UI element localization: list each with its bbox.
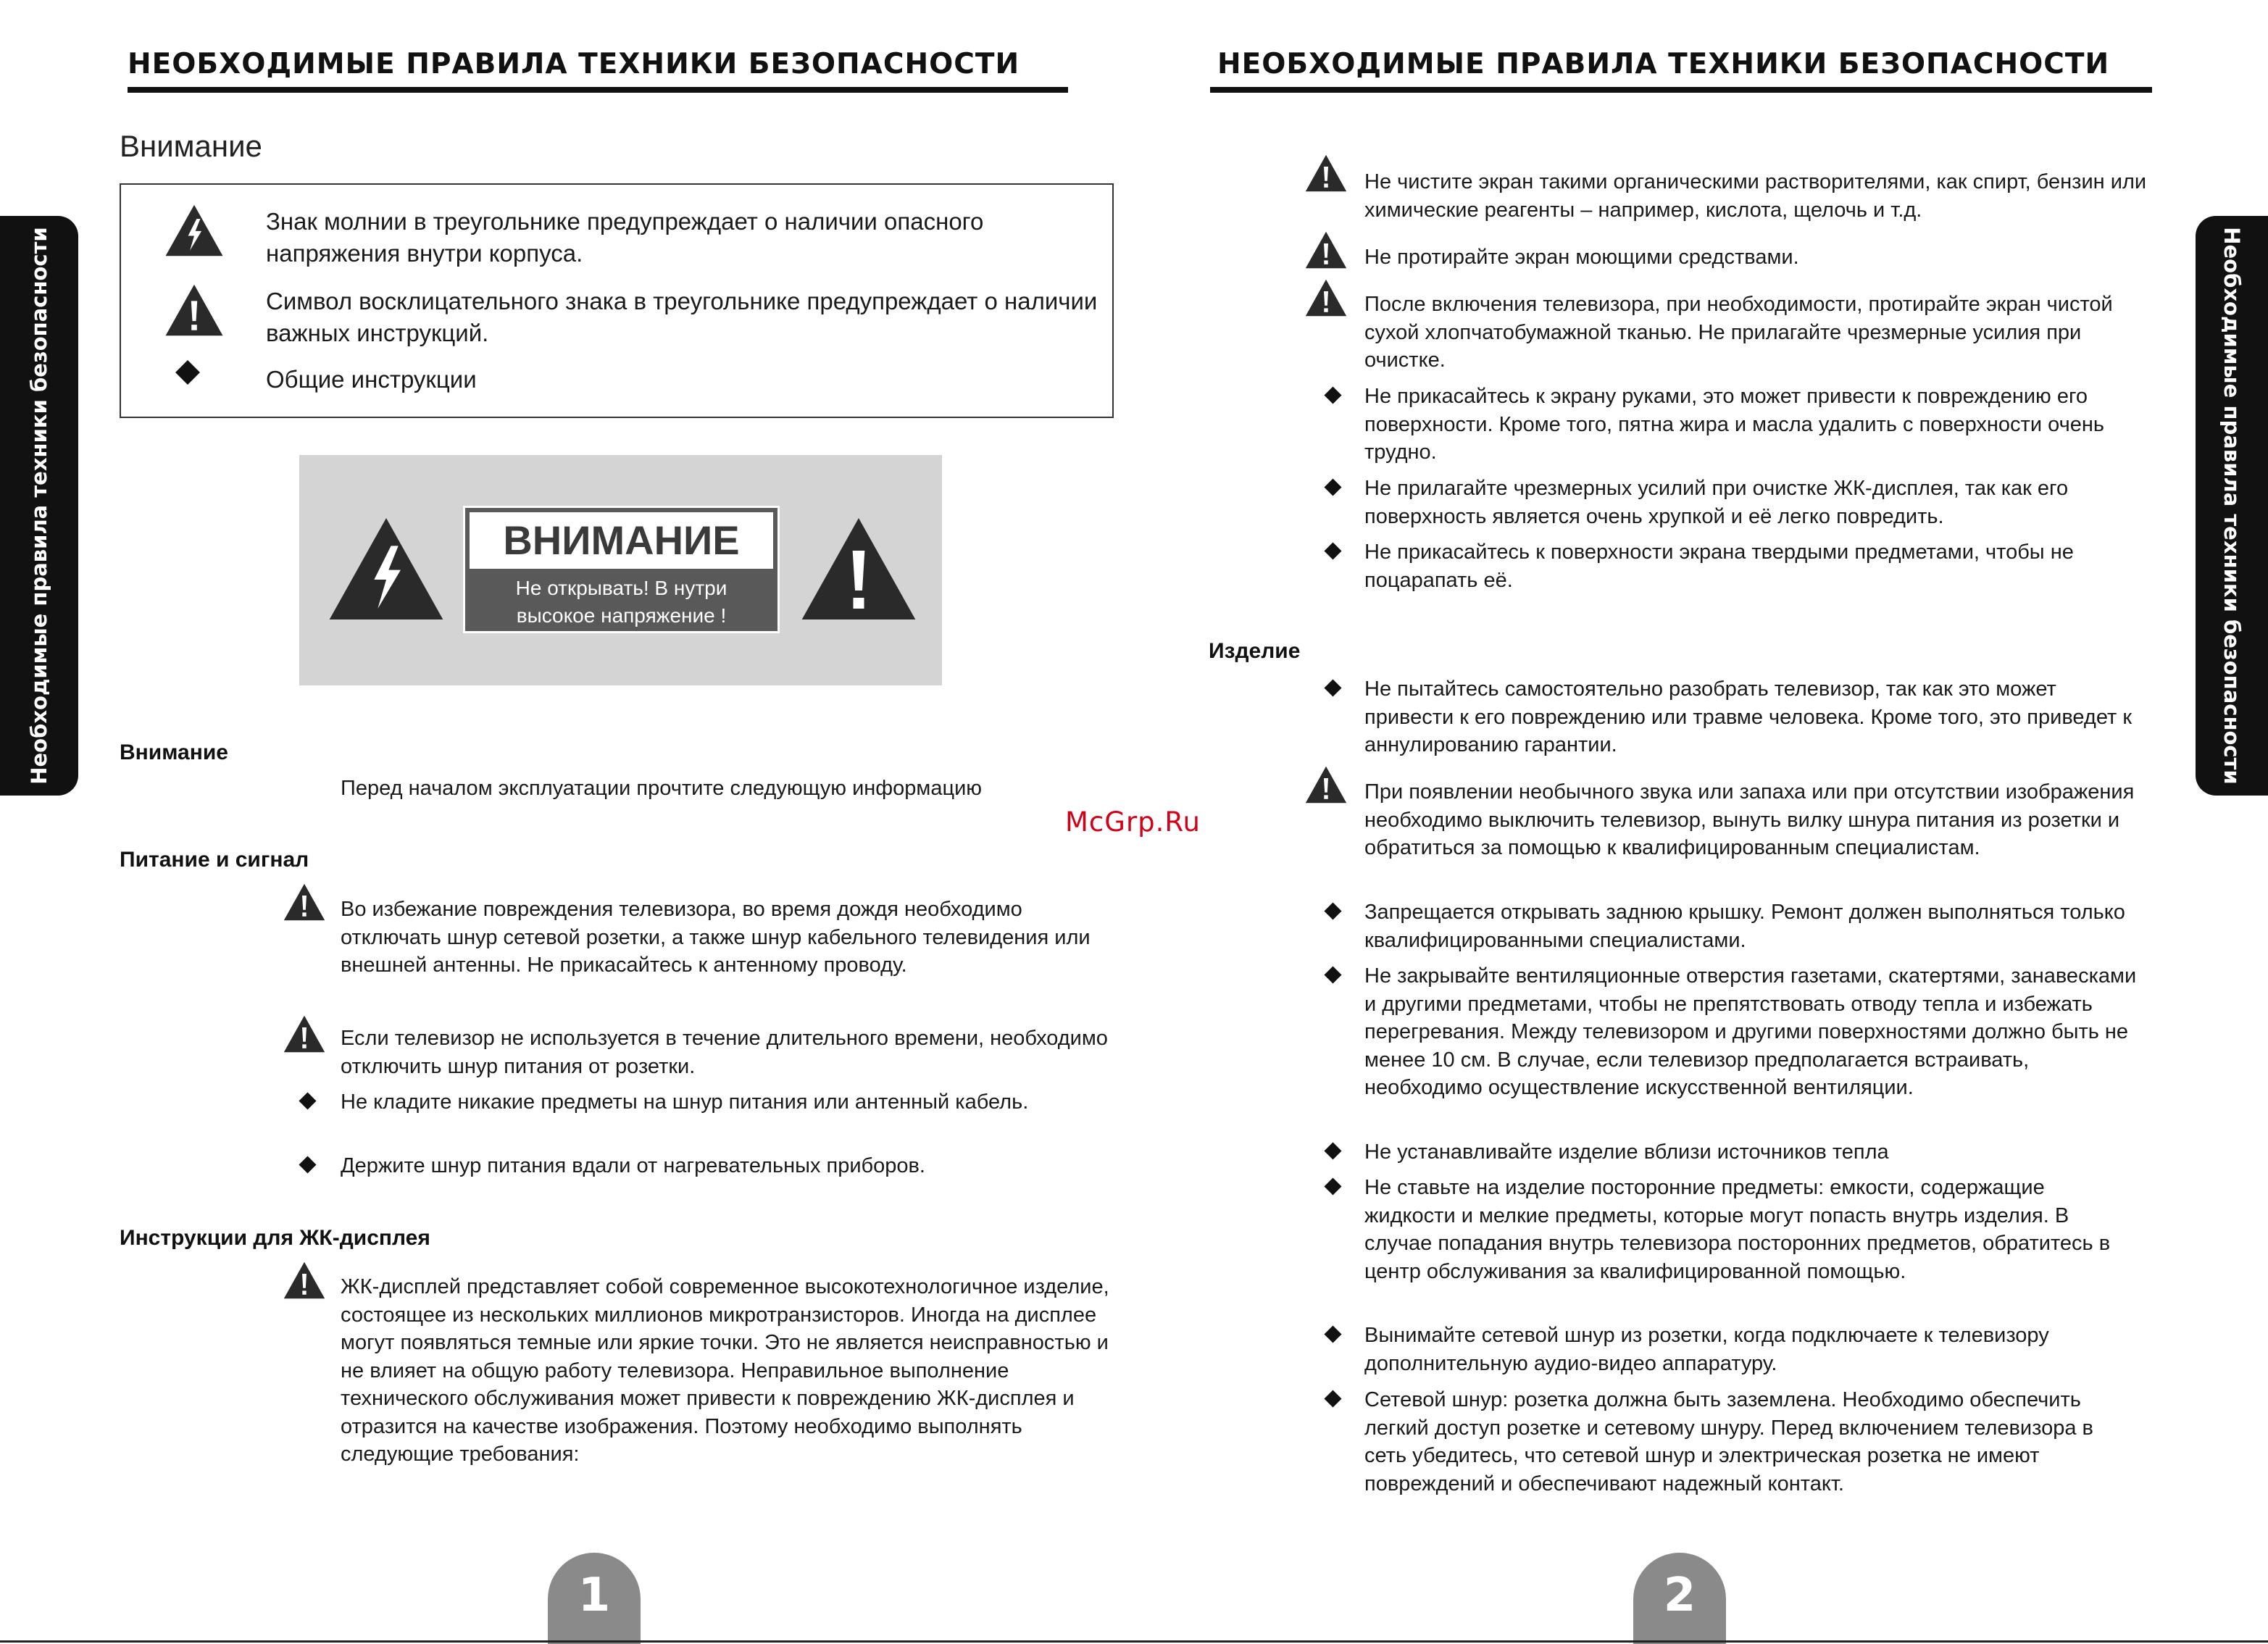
exclamation-triangle-icon <box>1304 230 1348 270</box>
screen-item-4: Не прикасайтесь к экрану руками, это может привести к повреждению его поверхности. Кроме того, пятна жира и масла удалить с поверхности очень трудно. <box>1364 385 2104 464</box>
diamond-icon <box>1324 1325 1341 1343</box>
product-item-7: Вынимайте сетевой шнур из розетки, когда подключаете к телевизору дополнительную аудио-видео аппаратуру. <box>1364 1324 2049 1375</box>
legend-item-exclamation: Символ восклицательного знака в треугольнике предупреждает о наличии важных инструкций. <box>266 288 1098 346</box>
warning-banner-label <box>463 506 780 633</box>
product-item-2: При появлении необычного звука или запаха или при отсутствии изображения необходимо выключить телевизор, вынуть вилку шнура питания из розетки и обратиться за помощью к квалифицированным специалистам. <box>1364 780 2135 859</box>
legend-item-lightning: Знак молнии в треугольнике предупреждает о наличии опасного напряжения внутри корпуса. <box>266 208 984 267</box>
diamond-icon <box>299 1092 316 1109</box>
product-item-8: Сетевой шнур: розетка должна быть заземлена. Необходимо обеспечить легкий доступ розетке и сетевому шнуру. Перед включением телевизора в сеть убедитесь, что сетевой шнур и электрическая розетка не имеют повреждений и обеспечивают надежный контакт. <box>1364 1388 2093 1495</box>
diamond-icon <box>1324 679 1341 696</box>
page-title-right: НЕОБХОДИМЫЕ ПРАВИЛА ТЕХНИКИ БЕЗОПАСНОСТИ <box>1217 48 2110 80</box>
watermark: McGrp.Ru <box>1065 806 1201 838</box>
bottom-rule <box>0 1640 2268 1643</box>
power-item-2: Если телевизор не используется в течение длительного времени, необходимо отключить шнур питания от розетки. <box>341 1027 1108 1078</box>
section-heading-power: Питание и сигнал <box>120 848 309 872</box>
warning-banner-line2: высокое напряжение ! <box>516 604 727 627</box>
product-item-5: Не устанавливайте изделие вблизи источников тепла <box>1364 1140 1889 1164</box>
diamond-icon <box>1324 966 1341 983</box>
lightning-triangle-icon <box>325 514 448 623</box>
attention-text: Перед началом эксплуатации прочтите следующую информацию <box>341 777 983 800</box>
diamond-icon <box>1324 478 1341 496</box>
product-item-4: Не закрывайте вентиляционные отверстия газетами, скатертями, занавесками и другими предметами, чтобы не препятствовать отводу тепла и избежать перегревания. Между телевизором и другими поверхностями должно быть не менее 10 см. В случае, если телевизор предполагается встраивать, необходимо осуществление искусственной вентиляции. <box>1364 964 2137 1099</box>
exclamation-triangle-icon <box>1304 154 1348 193</box>
diamond-icon <box>1324 542 1341 559</box>
product-item-1: Не пытайтесь самостоятельно разобрать телевизор, так как это может привести к его повреждению или травме человека. Кроме того, это приведет к аннулированию гарантии. <box>1364 677 2132 756</box>
header-rule-right <box>1210 87 2152 93</box>
attention-title: Внимание <box>120 129 262 163</box>
diamond-icon <box>299 1156 316 1173</box>
exclamation-triangle-icon <box>283 1261 326 1300</box>
page-title-left: НЕОБХОДИМЫЕ ПРАВИЛА ТЕХНИКИ БЕЗОПАСНОСТИ <box>128 48 1020 80</box>
power-item-4: Держите шнур питания вдали от нагревательных приборов. <box>341 1154 925 1177</box>
exclamation-triangle-icon <box>283 882 326 922</box>
lcd-text: ЖК-дисплей представляет собой современное высокотехнологичное изделие, состоящее из нескольких миллионов микротранзисторов. Иногда на дисплее могут появляться темные или яркие точки. Это не является неисправностью и не влияет на общую работу телевизора. Неправильное выполнение технического обслуживания может привести к повреждению ЖК-дисплея и отразится на качестве изображения. Поэтому необходимо выполнять следующие требования: <box>341 1275 1109 1466</box>
screen-item-5: Не прилагайте чрезмерных усилий при очистке ЖК-дисплея, так как его поверхность является очень хрупкой и её легко повредить. <box>1364 477 2069 528</box>
diamond-icon <box>1324 386 1341 404</box>
product-item-3: Запрещается открывать заднюю крышку. Ремонт должен выполняться только квалифицированными специалистами. <box>1364 901 2125 952</box>
section-heading-lcd: Инструкции для ЖК-дисплея <box>120 1226 430 1250</box>
page-number-left: 1 <box>578 1569 611 1622</box>
section-heading-attention: Внимание <box>120 740 228 764</box>
lightning-triangle-icon <box>164 203 225 258</box>
screen-item-2: Не протирайте экран моющими средствами. <box>1364 246 1799 269</box>
screen-item-3: После включения телевизора, при необходимости, протирайте экран чистой сухой хлопчатобумажной тканью. Не прилагайте чрезмерные усилия при очистке. <box>1364 293 2113 372</box>
exclamation-triangle-icon <box>1304 278 1348 317</box>
exclamation-triangle-icon <box>164 283 225 338</box>
page-number-right: 2 <box>1663 1569 1696 1622</box>
section-heading-product: Изделие <box>1209 639 1301 663</box>
side-tab-right-label: Необходимые правила техники безопасности <box>2219 227 2244 785</box>
exclamation-triangle-icon <box>1304 765 1348 804</box>
power-item-1: Во избежание повреждения телевизора, во время дождя необходимо отключать шнур сетевой розетки, а также шнур кабельного телевидения или внешней антенны. Не прикасайтесь к антенному проводу. <box>341 898 1091 977</box>
warning-banner-line1: Не открывать! В нутри <box>515 577 727 599</box>
screen-item-1: Не чистите экран такими органическими растворителями, как спирт, бензин или химические реагенты – например, кислота, щелочь и т.д. <box>1364 170 2147 222</box>
warning-banner-title: ВНИМАНИЕ <box>470 512 773 569</box>
diamond-icon <box>1324 902 1341 919</box>
diamond-icon <box>1324 1142 1341 1159</box>
power-item-3: Не кладите никакие предметы на шнур питания или антенный кабель. <box>341 1090 1029 1114</box>
product-item-6: Не ставьте на изделие посторонние предметы: емкости, содержащие жидкости и мелкие предметы, которые могут попасть внутрь изделия. В случае попадания внутрь телевизора посторонних предметов, обратитесь в центр обслуживания за квалифицированной помощью. <box>1364 1176 2111 1283</box>
header-rule-left <box>128 87 1068 93</box>
legend-item-general: Общие инструкции <box>266 366 477 393</box>
exclamation-triangle-icon <box>797 514 920 623</box>
exclamation-triangle-icon <box>283 1014 326 1053</box>
diamond-icon <box>1324 1390 1341 1407</box>
screen-item-6: Не прикасайтесь к поверхности экрана твердыми предметами, чтобы не поцарапать её. <box>1364 541 2074 592</box>
diamond-icon <box>1324 1177 1341 1195</box>
side-tab-left-label: Необходимые правила техники безопасности <box>27 227 51 785</box>
